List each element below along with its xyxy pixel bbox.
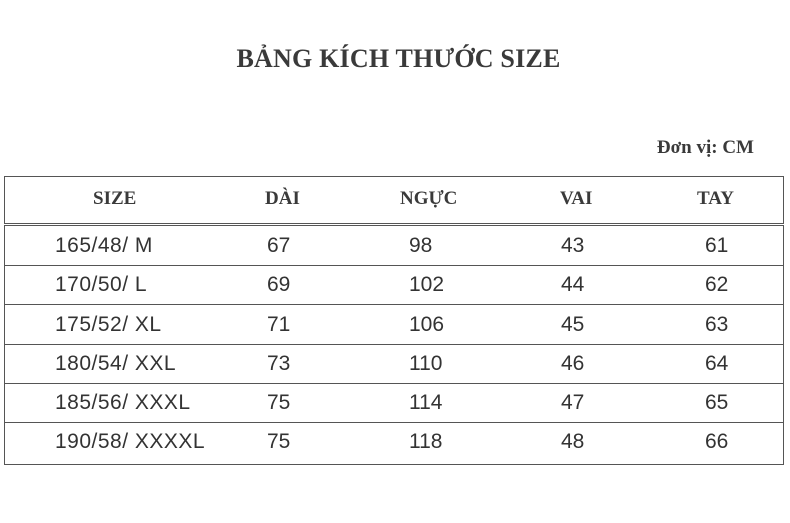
cell-tay: 61: [705, 234, 729, 257]
cell-size: 170/50/ L: [55, 273, 148, 296]
cell-tay: 62: [705, 273, 729, 296]
table-row: [5, 226, 783, 266]
cell-nguc: 102: [409, 273, 445, 296]
cell-vai: 45: [561, 313, 585, 336]
cell-vai: 43: [561, 234, 585, 257]
header-size: SIZE: [93, 188, 137, 209]
table-row: [5, 305, 783, 345]
cell-dai: 75: [267, 430, 291, 453]
cell-nguc: 114: [409, 391, 443, 414]
cell-size: 165/48/ M: [55, 234, 153, 257]
cell-nguc: 118: [409, 430, 443, 453]
cell-size: 185/56/ XXXL: [55, 391, 191, 414]
unit-label: Đơn vị: CM: [656, 137, 754, 158]
table-row: [5, 265, 783, 305]
cell-nguc: 106: [409, 313, 445, 336]
cell-dai: 69: [267, 273, 291, 296]
cell-vai: 47: [561, 391, 585, 414]
header-dai: DÀI: [265, 188, 300, 209]
header-vai: VAI: [560, 188, 593, 209]
cell-vai: 46: [561, 352, 585, 375]
table-row: [5, 383, 783, 423]
table-body: [4, 225, 784, 465]
cell-vai: 48: [561, 430, 585, 453]
cell-size: 175/52/ XL: [55, 313, 162, 336]
cell-dai: 71: [267, 313, 291, 336]
cell-tay: 63: [705, 313, 729, 336]
cell-size: 190/58/ XXXXL: [55, 430, 206, 453]
header-nguc: NGỰC: [400, 188, 458, 209]
cell-vai: 44: [561, 273, 585, 296]
table-header: [4, 176, 784, 224]
cell-nguc: 110: [409, 352, 443, 375]
cell-tay: 66: [705, 430, 729, 453]
cell-size: 180/54/ XXL: [55, 352, 177, 375]
cell-nguc: 98: [409, 234, 433, 257]
cell-dai: 73: [267, 352, 291, 375]
cell-tay: 65: [705, 391, 729, 414]
page-title: BẢNG KÍCH THƯỚC SIZE: [236, 44, 561, 73]
header-tay: TAY: [697, 188, 734, 209]
table-row: [5, 344, 783, 384]
cell-tay: 64: [705, 352, 729, 375]
cell-dai: 67: [267, 234, 291, 257]
table-row: [5, 422, 783, 462]
cell-dai: 75: [267, 391, 291, 414]
